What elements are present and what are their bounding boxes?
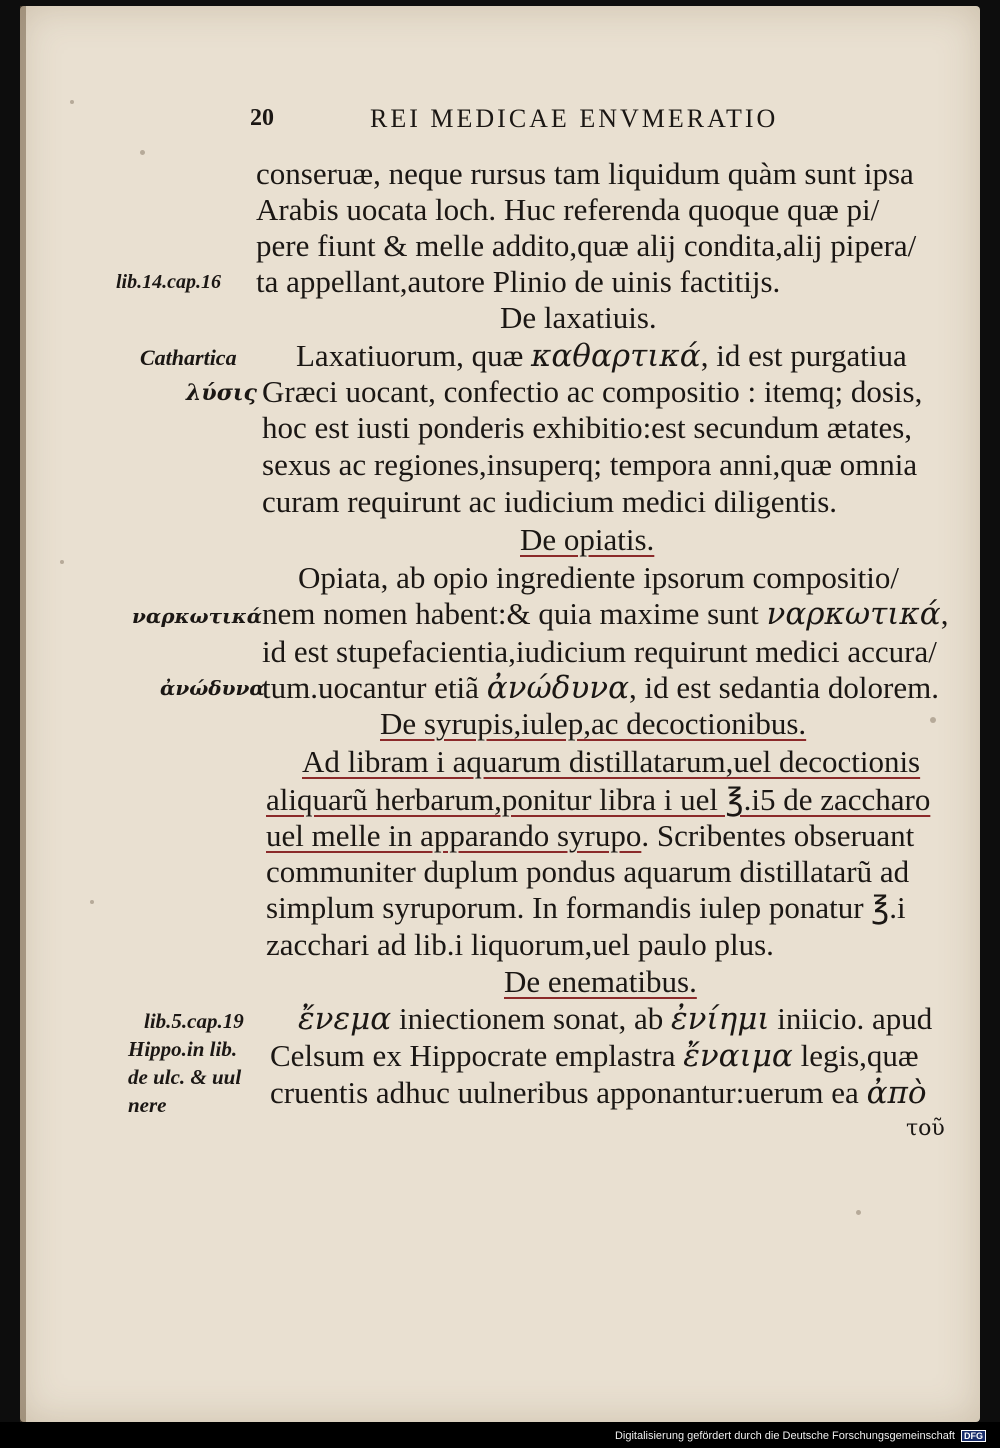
margin-note: lib.5.cap.19 [144, 1009, 244, 1033]
text-span: iniectionem sonat, ab [391, 1001, 671, 1036]
dfg-logo-icon: DFG [961, 1430, 986, 1442]
section-heading: De syrupis,iulep,ac decoctionibus. [380, 706, 807, 741]
text-line: id est stupefacientia,iudicium requirunt medici accura/ [262, 634, 937, 669]
text-line: zacchari ad lib.i liquorum,uel paulo plus. [266, 927, 774, 962]
credit-text: Digitalisierung gefördert durch die Deutsche Forschungsgemeinschaft [614, 1430, 955, 1442]
section-heading: De opiatis. [520, 522, 655, 557]
text-line [270, 1077, 927, 1109]
foxing-spot [140, 150, 145, 155]
text-line [262, 672, 939, 704]
section-heading: De enematibus. [504, 964, 697, 999]
text-line [298, 1003, 932, 1035]
margin-note: ἀνώδυνα [160, 676, 265, 700]
text-line: Græci uocant, confectio ac compositio : itemq; dosis, [262, 374, 923, 409]
margin-note: Cathartica [140, 345, 237, 370]
text-line: Arabis uocata loch. Huc referenda quoque quæ pi/ [256, 192, 880, 227]
running-title: REI MEDICAE ENVMERATIO [370, 104, 779, 133]
greek-word: ναρκωτικά [766, 596, 941, 632]
text-line [270, 1040, 919, 1072]
page-spine-edge [20, 6, 26, 1422]
text-line [266, 820, 914, 851]
text-span: , [940, 596, 949, 631]
catchword: τοῦ [906, 1116, 945, 1141]
section-heading: De laxatiuis. [500, 300, 657, 335]
text-span: , id est purgatiua [700, 338, 907, 373]
text-span: . Scribentes obseruant [641, 818, 915, 853]
greek-word: ἀπὸ [866, 1075, 927, 1111]
foxing-spot [60, 560, 64, 564]
text-span: legis,quæ [792, 1038, 919, 1073]
text-line: hoc est iusti ponderis exhibitio:est secundum ætates, [262, 410, 913, 445]
foxing-spot [856, 1210, 861, 1215]
greek-word: ἀνώδυνα [486, 670, 630, 706]
margin-note: nere [128, 1093, 167, 1117]
greek-word: ἔναιμα [683, 1038, 793, 1074]
text-line: curam requirunt ac iudicium medici diligentis. [262, 484, 838, 519]
margin-note: Hippo.in lib. [128, 1037, 238, 1061]
text-line [296, 340, 907, 372]
foxing-spot [930, 717, 936, 723]
text-line: Ad libram i aquarum distillatarum,uel decoctionis [302, 744, 921, 779]
text-span: Celsum ex Hippocrate emplastra [270, 1038, 684, 1073]
text-line: aliquarũ herbarum,ponitur libra i uel ℥.i5 de zaccharo [266, 782, 931, 817]
foxing-spot [90, 900, 94, 904]
text-line [262, 598, 948, 630]
footer-credit [615, 1430, 986, 1442]
text-line: communiter duplum pondus aquarum distillatarũ ad [266, 854, 910, 889]
foxing-spot [70, 100, 74, 104]
folio-number: 20 [250, 105, 274, 131]
text-span: cruentis adhuc uulneribus apponantur:uerum ea [270, 1075, 867, 1110]
text-span: nem nomen habent:& quia maxime sunt [262, 596, 767, 631]
margin-note: lib.14.cap.16 [116, 271, 221, 293]
greek-word: ἐνίημι [671, 1001, 770, 1037]
text-line: conseruæ, neque rursus tam liquidum quàm sunt ipsa [256, 156, 914, 191]
greek-word: καθαρτικά [531, 338, 701, 374]
text-line: pere fiunt & melle addito,quæ alij condita,alij pipera/ [256, 228, 917, 263]
text-line: sexus ac regiones,insuperq; tempora anni,quæ omnia [262, 447, 918, 482]
margin-note: ναρκωτικά [132, 604, 263, 628]
text-span: tum.uocantur etiã [262, 670, 487, 705]
margin-note: de ulc. & uul [128, 1065, 242, 1089]
greek-word: ἔνεμα [298, 1001, 392, 1037]
text-span: Laxatiuorum, quæ [296, 338, 532, 373]
text-span: , id est sedantia dolorem. [629, 670, 939, 705]
text-line: simplum syruporum. In formandis iulep ponatur ℥.i [266, 890, 906, 925]
text-span: uel melle in apparando syrupo [266, 818, 642, 853]
text-line: ta appellant,autore Plinio de uinis factitijs. [256, 264, 781, 299]
text-line: Opiata, ab opio ingrediente ipsorum compositio/ [298, 560, 899, 595]
text-span: iniicio. apud [769, 1001, 933, 1036]
margin-note: λύσις [186, 380, 257, 406]
